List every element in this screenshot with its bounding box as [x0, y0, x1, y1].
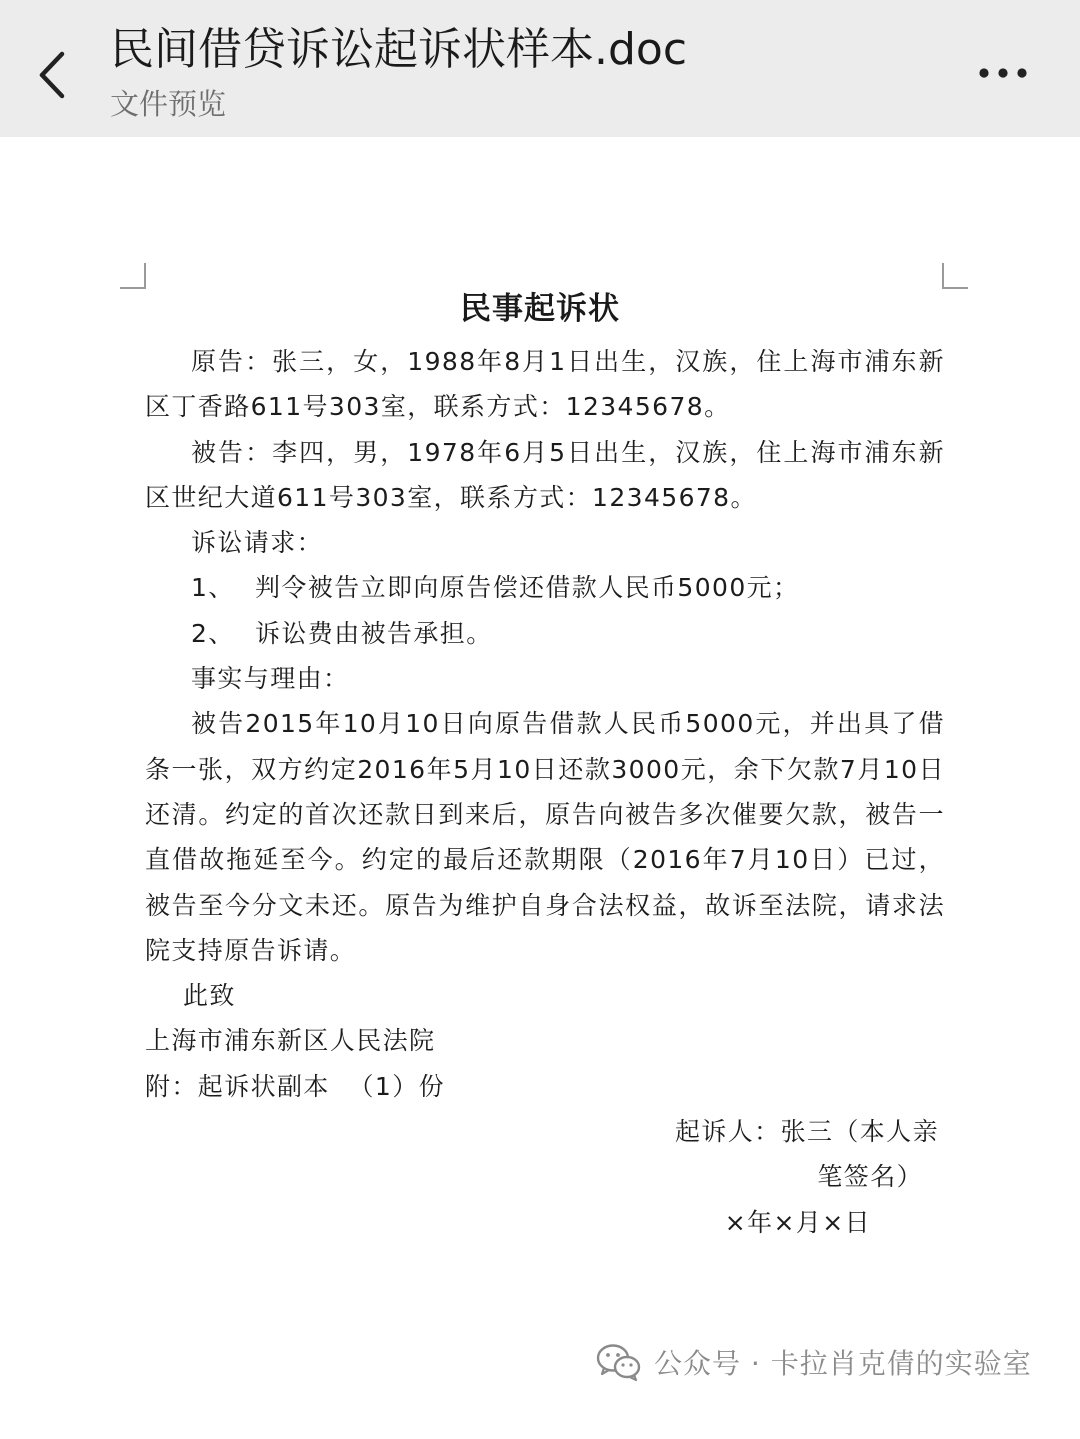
claim-number: 1、: [191, 573, 235, 603]
closing-text: 此致: [183, 981, 236, 1011]
top-bar: [0, 0, 1080, 137]
court-name: 上海市浦东新区人民法院: [145, 1026, 436, 1056]
claim-number: 2、: [191, 618, 235, 648]
wechat-icon: [596, 1342, 642, 1382]
file-title: 民间借贷诉讼起诉状样本.doc: [110, 24, 688, 75]
document-title: 民事起诉状: [460, 291, 620, 327]
watermark: [596, 1335, 1032, 1389]
date-line: ×年×月×日: [724, 1207, 871, 1237]
facts-paragraph: 被告2015年10月10日向原告借款人民币5000元，并出具了借条一张，双方约定2016年5月10日还款3000元，余下欠款7月10日还清。约定的首次还款日到来后，原告向被告多次催要欠款，被告一直借故拖延至今。约定的最后还款期限（2016年7月10日）已过，被告至今分文未还。原告为维护自身合法权益，故诉至法院，请求法院支持原告诉请。: [145, 709, 945, 965]
back-button[interactable]: [22, 38, 86, 110]
signature-line: 笔签名）: [817, 1162, 923, 1192]
claim-item: [145, 611, 945, 656]
claim-text: 诉讼费由被告承担。: [255, 618, 493, 648]
page-margin-mark-left: [120, 263, 146, 289]
claim-text: 判令被告立即向原告偿还借款人民币5000元；: [255, 573, 800, 603]
document-body: [145, 339, 945, 1245]
more-options-button[interactable]: [968, 50, 1038, 96]
attachment-note: 附：起诉状副本 （1）份: [145, 1071, 446, 1101]
chevron-left-icon: [22, 38, 86, 110]
watermark-text: 公众号 · 卡拉肖克倩的实验室: [654, 1347, 1032, 1380]
document-page[interactable]: [0, 137, 1080, 1439]
defendant-paragraph: 被告：李四，男，1978年6月5日出生，汉族，住上海市浦东新区世纪大道611号303室，联系方式：12345678。: [145, 437, 945, 512]
page-margin-mark-right: [942, 263, 968, 289]
more-horizontal-icon: [968, 50, 1038, 96]
file-subtitle: 文件预览: [110, 87, 227, 121]
claims-heading: 诉讼请求：: [191, 528, 324, 558]
facts-heading: 事实与理由：: [191, 664, 350, 694]
plaintiff-paragraph: 原告：张三，女，1988年8月1日出生，汉族，住上海市浦东新区丁香路611号303室，联系方式：12345678。: [145, 347, 945, 422]
signature-line: 起诉人：张三（本人亲: [674, 1117, 939, 1147]
claim-item: [145, 565, 945, 610]
